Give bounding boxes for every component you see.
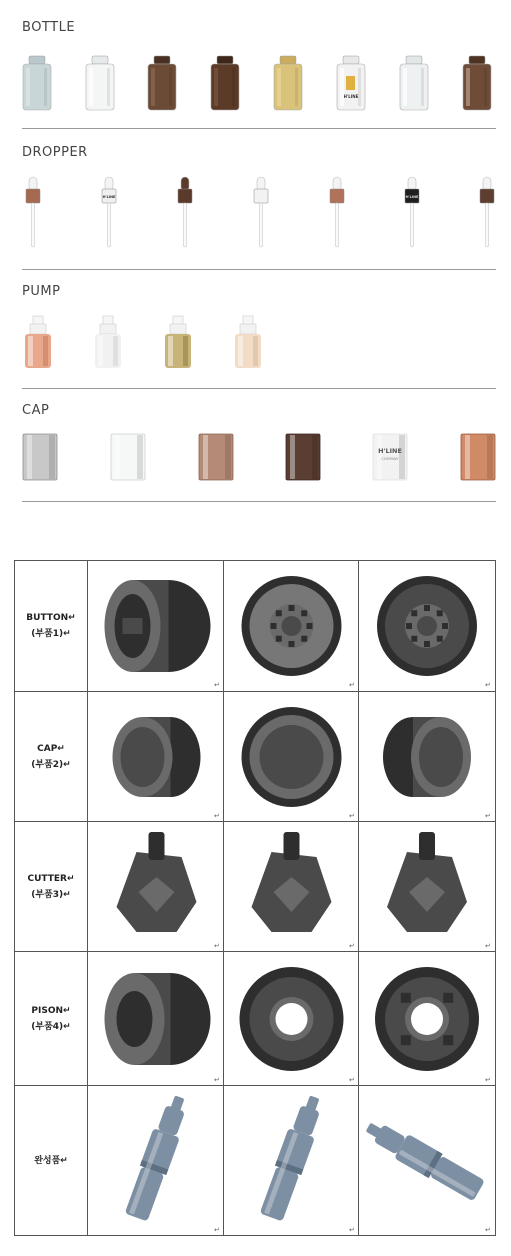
spec-row	[15, 1085, 495, 1235]
part-render	[224, 952, 359, 1086]
part-render	[89, 561, 224, 691]
pump-product	[232, 314, 264, 370]
part-label	[15, 692, 88, 821]
part-render	[89, 822, 224, 952]
spec-row	[15, 691, 495, 821]
part-render	[224, 1086, 359, 1236]
cap-product	[285, 433, 321, 481]
svg-text:H'LINE: H'LINE	[405, 195, 419, 199]
dropper-product	[327, 175, 347, 251]
svg-text:↵: ↵	[349, 942, 355, 950]
divider	[22, 128, 496, 129]
part-render	[224, 692, 359, 822]
part-label	[15, 1086, 88, 1235]
part-number: (부품2)↵	[31, 759, 71, 770]
part-render	[224, 822, 359, 952]
pump-product	[22, 314, 54, 370]
bottle-product	[208, 54, 242, 112]
svg-text:↵: ↵	[214, 1076, 220, 1084]
render-cell	[89, 692, 224, 821]
render-cell	[359, 822, 495, 951]
render-cell	[359, 561, 495, 691]
section-title: BOTTLE	[22, 20, 76, 35]
svg-text:↵: ↵	[485, 1076, 491, 1084]
svg-text:↵: ↵	[485, 1226, 491, 1234]
render-cell	[89, 822, 224, 951]
cap-product	[22, 433, 58, 481]
svg-text:↵: ↵	[349, 1076, 355, 1084]
render-cell	[224, 1086, 359, 1235]
cap-product	[460, 433, 496, 481]
part-render	[359, 822, 495, 952]
dropper-product	[23, 175, 43, 251]
dropper-product	[251, 175, 271, 251]
dropper-product	[99, 175, 119, 251]
part-label	[15, 952, 88, 1085]
svg-text:↵: ↵	[214, 681, 220, 689]
spec-row	[15, 951, 495, 1085]
svg-text:↵: ↵	[485, 942, 491, 950]
section-title: CAP	[22, 403, 50, 418]
bottle-product	[83, 54, 117, 112]
svg-text:COMPANY: COMPANY	[381, 457, 399, 461]
part-name: CAP↵	[37, 743, 65, 754]
part-render	[359, 1086, 495, 1236]
part-label	[15, 561, 88, 691]
part-render	[89, 952, 224, 1086]
bottle-product	[460, 54, 494, 112]
part-name: 완성품↵	[34, 1155, 68, 1166]
render-cell	[89, 1086, 224, 1235]
divider	[22, 501, 496, 502]
cap-product	[198, 433, 234, 481]
render-cell	[224, 692, 359, 821]
dropper-product	[402, 175, 422, 251]
part-name: BUTTON↵	[26, 613, 76, 623]
part-number: (부품4)↵	[31, 1021, 71, 1032]
render-cell	[89, 561, 224, 691]
bottle-product	[20, 54, 54, 112]
bottle-section	[22, 20, 496, 130]
render-cell	[359, 1086, 495, 1235]
cap-product	[110, 433, 146, 481]
part-render	[89, 692, 224, 822]
part-render	[359, 692, 495, 822]
bottle-product	[145, 54, 179, 112]
svg-text:H'LINE: H'LINE	[378, 447, 402, 455]
spec-row	[15, 561, 495, 691]
part-render	[224, 561, 359, 691]
render-cell	[224, 822, 359, 951]
part-render	[359, 952, 495, 1086]
svg-text:↵: ↵	[349, 1226, 355, 1234]
render-cell	[359, 692, 495, 821]
dropper-product	[477, 175, 497, 251]
svg-text:↵: ↵	[214, 812, 220, 820]
part-name: PISON↵	[31, 1005, 71, 1016]
section-title: DROPPER	[22, 145, 88, 160]
dropper-product	[175, 175, 195, 251]
bottle-product	[397, 54, 431, 112]
section-title: PUMP	[22, 284, 61, 299]
cap-product	[372, 433, 408, 481]
divider	[22, 388, 496, 389]
part-render	[89, 1086, 224, 1236]
part-name: CUTTER↵	[27, 873, 75, 884]
svg-text:H'LINE: H'LINE	[102, 195, 116, 199]
render-cell	[359, 952, 495, 1085]
dropper-section	[22, 145, 496, 271]
bottle-product	[334, 54, 368, 112]
svg-text:H'LINE: H'LINE	[343, 94, 359, 99]
part-number: (부품3)↵	[31, 889, 71, 900]
spec-row	[15, 821, 495, 951]
parts-spec-table	[14, 560, 496, 1236]
svg-text:↵: ↵	[349, 681, 355, 689]
pump-section	[22, 284, 496, 390]
svg-text:↵: ↵	[214, 1226, 220, 1234]
render-cell	[89, 952, 224, 1085]
render-cell	[224, 952, 359, 1085]
divider	[22, 269, 496, 270]
pump-product	[162, 314, 194, 370]
part-label	[15, 822, 88, 951]
part-render	[359, 561, 495, 691]
cap-section	[22, 403, 496, 503]
svg-text:↵: ↵	[485, 812, 491, 820]
part-number: (부품1)↵	[31, 629, 71, 639]
svg-text:↵: ↵	[349, 812, 355, 820]
pump-product	[92, 314, 124, 370]
bottle-product	[271, 54, 305, 112]
render-cell	[224, 561, 359, 691]
svg-text:↵: ↵	[214, 942, 220, 950]
svg-text:↵: ↵	[485, 681, 491, 689]
